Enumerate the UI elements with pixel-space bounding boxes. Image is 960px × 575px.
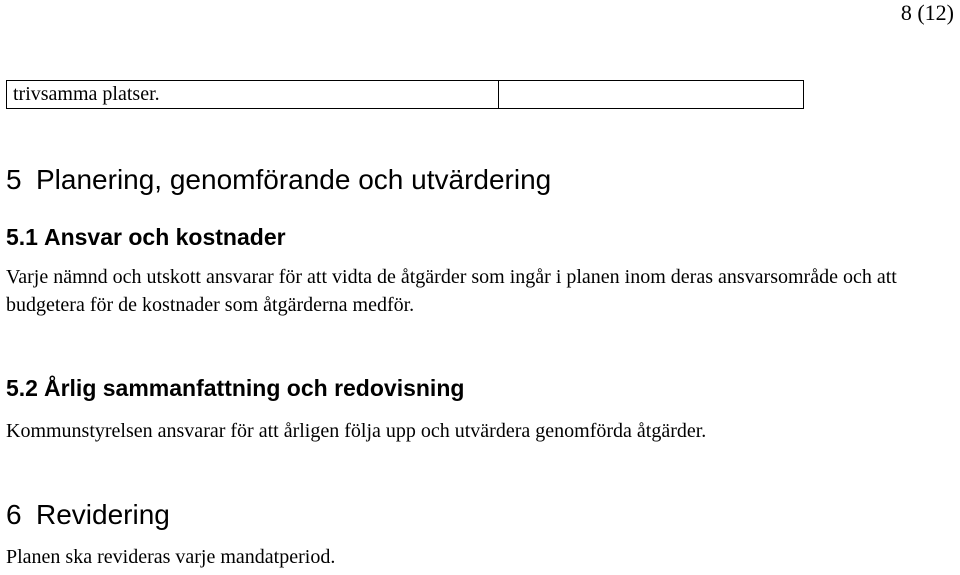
paragraph-section-6: Planen ska revideras varje mandatperiod. bbox=[6, 546, 336, 568]
table-cell-right bbox=[499, 81, 803, 108]
heading-section-5-1 bbox=[6, 223, 286, 251]
heading-title: Revidering bbox=[36, 499, 170, 530]
page-number: 8 (12) bbox=[900, 0, 954, 25]
heading-number: 6 bbox=[6, 499, 22, 530]
table-fragment bbox=[6, 80, 804, 109]
heading-number: 5 bbox=[6, 164, 22, 195]
heading-number: 5.2 bbox=[6, 375, 38, 401]
heading-section-5 bbox=[6, 163, 551, 197]
paragraph-section-5-1: Varje nämnd och utskott ansvarar för att vidta de åtgärder som ingår i planen inom deras ansvarsområde och att budgetera för de kostnader som åtgärderna medför. bbox=[6, 266, 897, 316]
heading-number: 5.1 bbox=[6, 224, 38, 250]
heading-section-6 bbox=[6, 498, 170, 532]
heading-title: Årlig sammanfattning och redovisning bbox=[43, 375, 465, 401]
heading-section-5-2 bbox=[6, 374, 464, 402]
table-cell-left: trivsamma platser. bbox=[7, 81, 499, 108]
heading-title: Ansvar och kostnader bbox=[43, 224, 286, 250]
heading-title: Planering, genomförande och utvärdering bbox=[36, 164, 552, 195]
paragraph-section-5-2: Kommunstyrelsen ansvarar för att årligen följa upp och utvärdera genomförda åtgärder. bbox=[6, 420, 707, 442]
